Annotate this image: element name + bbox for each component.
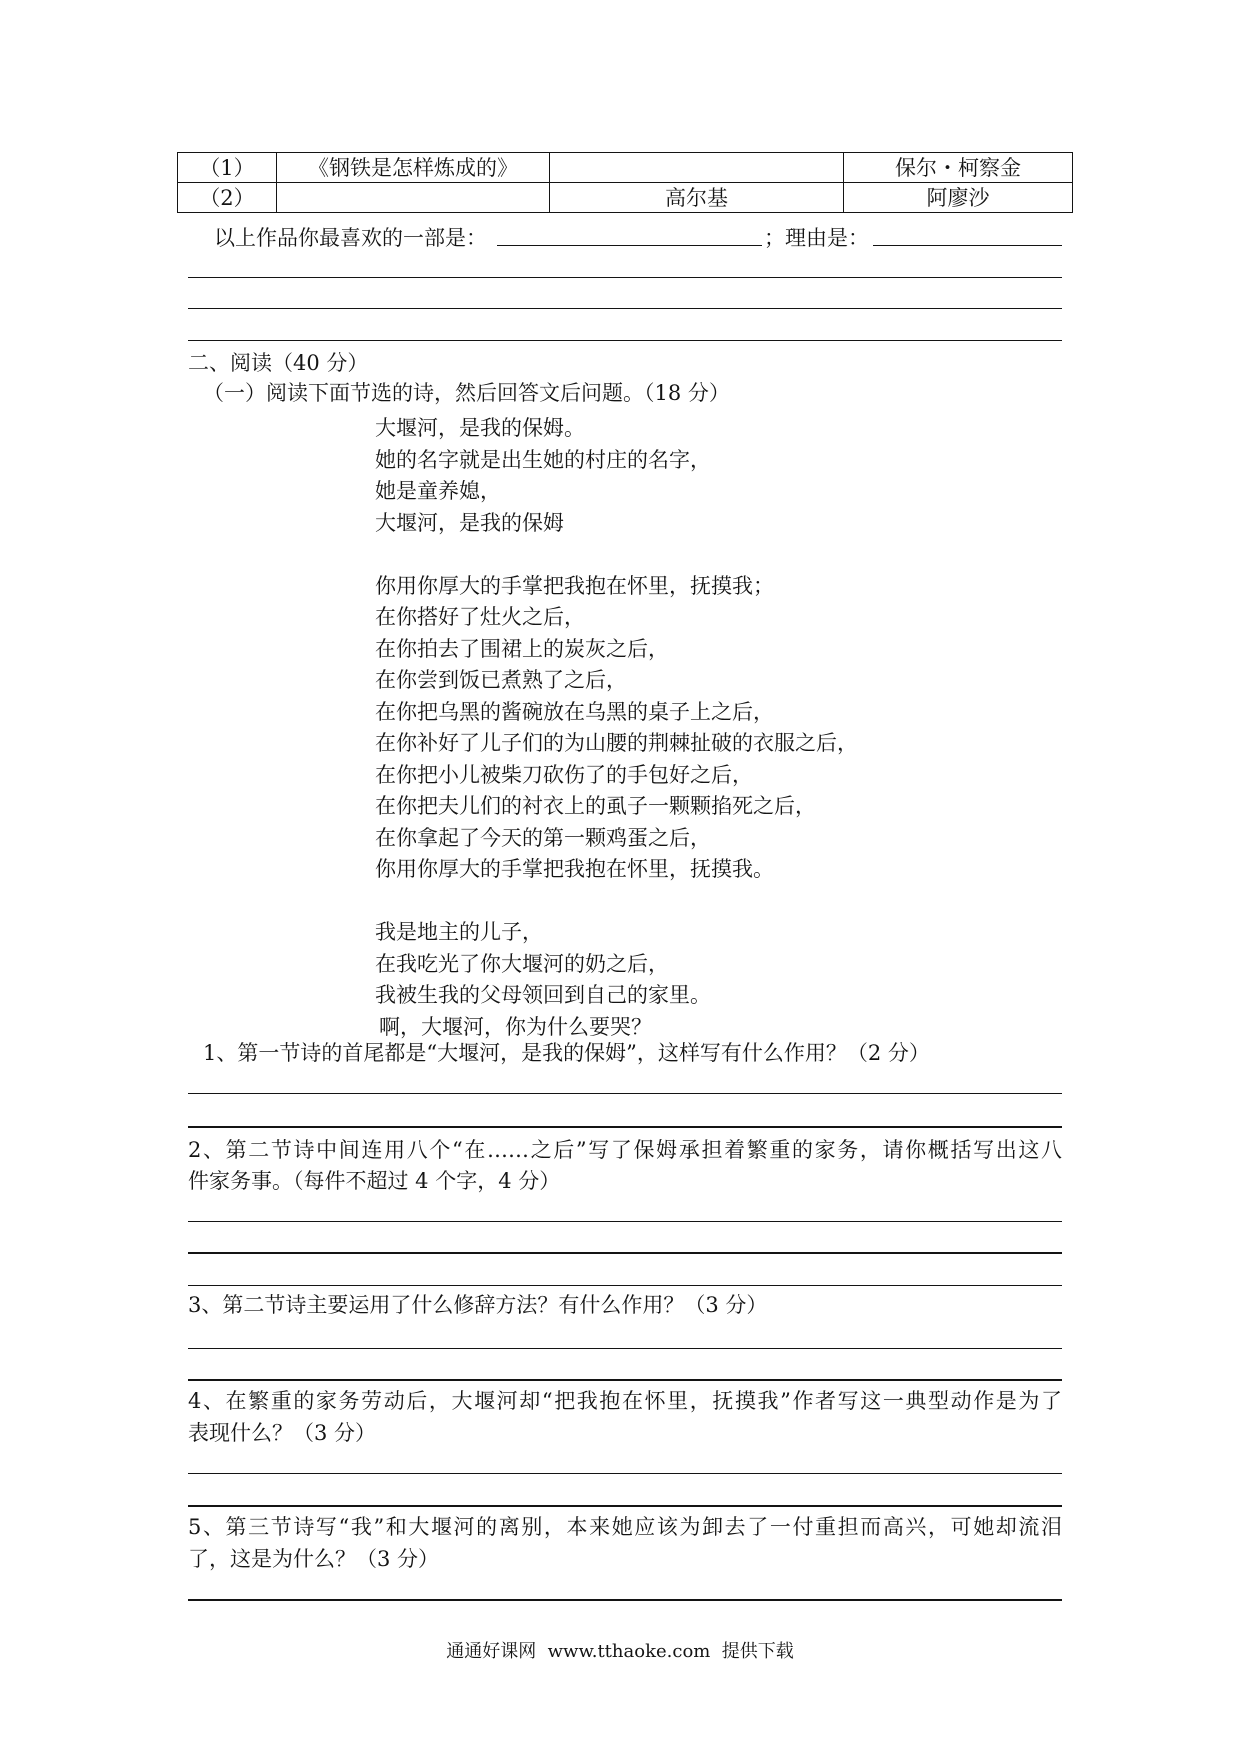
answer-line[interactable] bbox=[188, 1093, 1062, 1094]
character-cell: 阿廖沙 bbox=[844, 183, 1073, 213]
poem-line: 我被生我的父母领回到自己的家里。 bbox=[375, 983, 711, 1007]
row-number: （2） bbox=[178, 183, 277, 213]
poem-line: 在你把夫儿们的衬衣上的虱子一颗颗掐死之后， bbox=[375, 794, 816, 818]
question-5-cont: 了，这是为什么？（3 分） bbox=[188, 1547, 440, 1571]
poem-line: 在我吃光了你大堰河的奶之后， bbox=[375, 951, 669, 976]
row-number: （1） bbox=[178, 153, 277, 183]
part-intro: （一）阅读下面节选的诗，然后回答文后问题。（18 分） bbox=[203, 381, 730, 405]
page-footer: 通通好课网 www.tthaoke.com 提供下载 bbox=[446, 1641, 794, 1662]
poem-stanza bbox=[375, 917, 858, 1043]
answer-line[interactable] bbox=[188, 277, 1062, 278]
poem-stanza bbox=[375, 413, 858, 539]
character-cell: 保尔・柯察金 bbox=[844, 153, 1073, 183]
author-cell: 高尔基 bbox=[550, 183, 844, 213]
question-5: 5、第三节诗写“我”和大堰河的离别，本来她应该为卸去了一付重担而高兴，可她却流泪 bbox=[188, 1515, 1062, 1539]
section-heading: 二、阅读（40 分） bbox=[188, 351, 369, 375]
poem-line: 她是童养媳， bbox=[375, 479, 501, 503]
author-cell[interactable] bbox=[550, 153, 844, 183]
favorite-answer-blank[interactable] bbox=[497, 245, 762, 246]
reason-answer-blank[interactable] bbox=[873, 245, 1062, 246]
question-1: 1、第一节诗的首尾都是“大堰河，是我的保姆”，这样写有什么作用？（2 分） bbox=[203, 1041, 930, 1065]
answer-line[interactable] bbox=[188, 308, 1062, 309]
work-title-cell[interactable]: 《钢铁是怎样炼成的》 bbox=[277, 153, 550, 183]
poem-line: 在你拿起了今天的第一颗鸡蛋之后， bbox=[375, 825, 711, 850]
question-2-cont: 件家务事。（每件不超过 4 个字，4 分） bbox=[188, 1169, 561, 1193]
table-row bbox=[178, 183, 1073, 213]
question-4-cont: 表现什么？（3 分） bbox=[188, 1421, 377, 1445]
poem-line: 在你把乌黑的酱碗放在乌黑的桌子上之后， bbox=[375, 699, 774, 724]
poem-line: 我是地主的儿子， bbox=[375, 920, 543, 944]
answer-line[interactable] bbox=[188, 1473, 1062, 1474]
table-row bbox=[178, 153, 1073, 183]
poem-line: 大堰河，是我的保姆 bbox=[375, 510, 564, 535]
poem-line: 你用你厚大的手掌把我抱在怀里，抚摸我； bbox=[375, 573, 774, 598]
poem-line: 在你补好了儿子们的为山腰的荆棘扯破的衣服之后， bbox=[375, 731, 858, 755]
poem-stanza bbox=[375, 571, 858, 886]
answer-line[interactable] bbox=[188, 1126, 1062, 1128]
poem-line: 在你搭好了灶火之后， bbox=[375, 605, 585, 629]
answer-line[interactable] bbox=[188, 340, 1062, 341]
answer-line[interactable] bbox=[188, 1505, 1062, 1507]
answer-line[interactable] bbox=[188, 1285, 1062, 1286]
answer-line[interactable] bbox=[188, 1252, 1062, 1254]
poem-line: 啊，大堰河，你为什么要哭？ bbox=[379, 1014, 652, 1039]
poem-line: 在你把小儿被柴刀砍伤了的手包好之后， bbox=[375, 762, 753, 787]
poem bbox=[375, 413, 858, 1075]
answer-line[interactable] bbox=[188, 1348, 1062, 1349]
answer-line[interactable] bbox=[188, 1221, 1062, 1222]
work-title-cell[interactable] bbox=[277, 183, 550, 213]
poem-line: 在你尝到饭已煮熟了之后， bbox=[375, 668, 627, 692]
question-2: 2、第二节诗中间连用八个“在……之后”写了保姆承担着繁重的家务，请你概括写出这八 bbox=[188, 1138, 1062, 1162]
poem-line: 她的名字就是出生她的村庄的名字， bbox=[375, 447, 711, 472]
works-table bbox=[177, 152, 1073, 213]
poem-line: 大堰河，是我的保姆。 bbox=[375, 416, 585, 440]
reason-prompt: ；理由是： bbox=[764, 226, 869, 250]
poem-line: 你用你厚大的手掌把我抱在怀里，抚摸我。 bbox=[375, 857, 774, 881]
answer-line[interactable] bbox=[188, 1379, 1062, 1381]
favorite-prompt: 以上作品你最喜欢的一部是： bbox=[214, 226, 487, 250]
answer-line[interactable] bbox=[188, 1599, 1062, 1601]
question-4: 4、在繁重的家务劳动后，大堰河却“把我抱在怀里，抚摸我”作者写这一典型动作是为了 bbox=[188, 1389, 1062, 1413]
poem-line: 在你拍去了围裙上的炭灰之后， bbox=[375, 636, 669, 661]
question-3: 3、第二节诗主要运用了什么修辞方法？有什么作用？（3 分） bbox=[188, 1293, 768, 1317]
